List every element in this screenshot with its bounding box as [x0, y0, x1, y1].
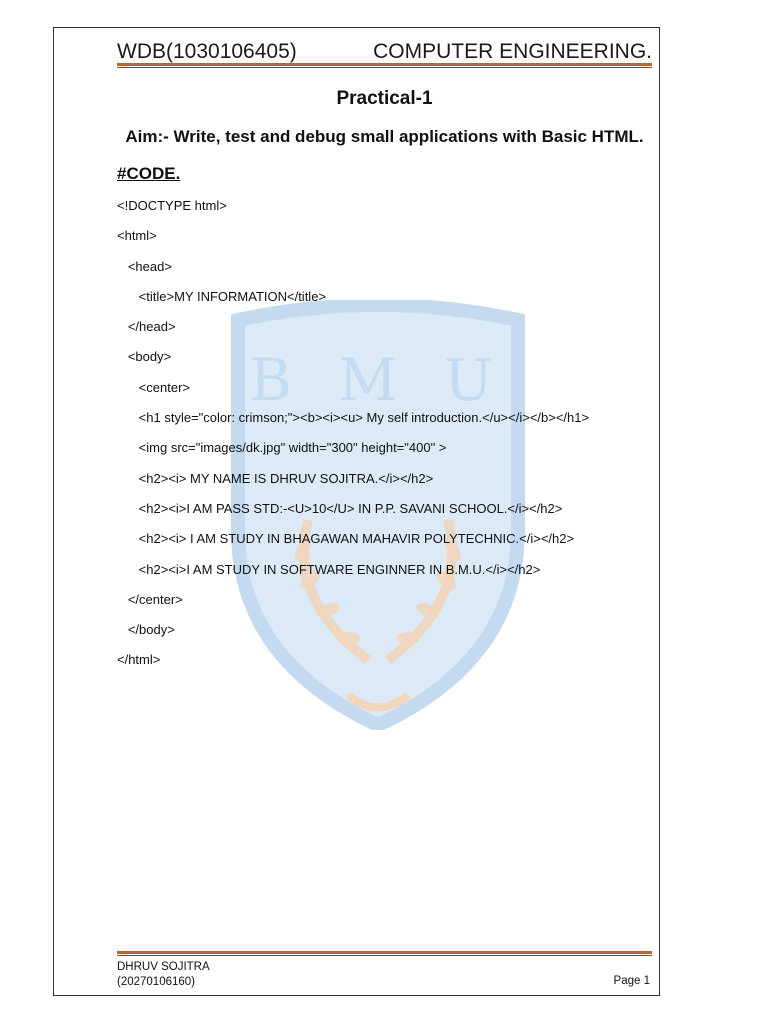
- code-line: </body>: [117, 622, 175, 638]
- code-line: <title>MY INFORMATION</title>: [117, 288, 327, 304]
- header-right: COMPUTER ENGINEERING.: [373, 40, 652, 63]
- code-line: <h2><i> MY NAME IS DHRUV SOJITRA.</i></h2>: [117, 470, 434, 486]
- code-line: <head>: [117, 258, 172, 274]
- code-block: [117, 196, 652, 681]
- footer-author: [117, 960, 210, 990]
- footer-author-id: (20270106160): [117, 976, 196, 988]
- code-line: <h2><i>I AM STUDY IN SOFTWARE ENGINNER IN B.M.U.</i></h2>: [117, 561, 541, 577]
- aim-statement: Aim:- Write, test and debug small applications with Basic HTML.: [125, 127, 644, 146]
- practical-title: Practical-1: [336, 88, 433, 109]
- footer-author-name: DHRUV SOJITRA: [117, 961, 210, 973]
- code-line: <center>: [117, 379, 190, 395]
- header-rule: [117, 63, 652, 66]
- code-line: <h1 style="color: crimson;"><b><i><u> My self introduction.</u></i></b></h1>: [117, 410, 590, 426]
- page-header: [117, 34, 652, 64]
- code-line: <h2><i>I AM PASS STD:-<U>10</U> IN P.P. SAVANI SCHOOL.</i></h2>: [117, 500, 563, 516]
- page-number: Page 1: [613, 975, 650, 987]
- code-line: <body>: [117, 349, 172, 365]
- code-line: </html>: [117, 652, 161, 668]
- header-left: WDB(1030106405): [117, 40, 297, 63]
- code-line: </center>: [117, 591, 183, 607]
- code-line: <!DOCTYPE html>: [117, 198, 227, 213]
- footer-rule-thin: [117, 955, 652, 956]
- code-line: </head>: [117, 319, 176, 335]
- code-line: <html>: [117, 228, 157, 244]
- code-line: <img src="images/dk.jpg" width="300" height="400" >: [117, 440, 447, 456]
- header-rule-thin: [117, 67, 652, 68]
- watermark-text: B M U: [249, 346, 507, 414]
- code-heading: #CODE.: [117, 164, 181, 183]
- footer-rule: [117, 951, 652, 954]
- code-line: <h2><i> I AM STUDY IN BHAGAWAN MAHAVIR POLYTECHNIC.</i></h2>: [117, 531, 575, 547]
